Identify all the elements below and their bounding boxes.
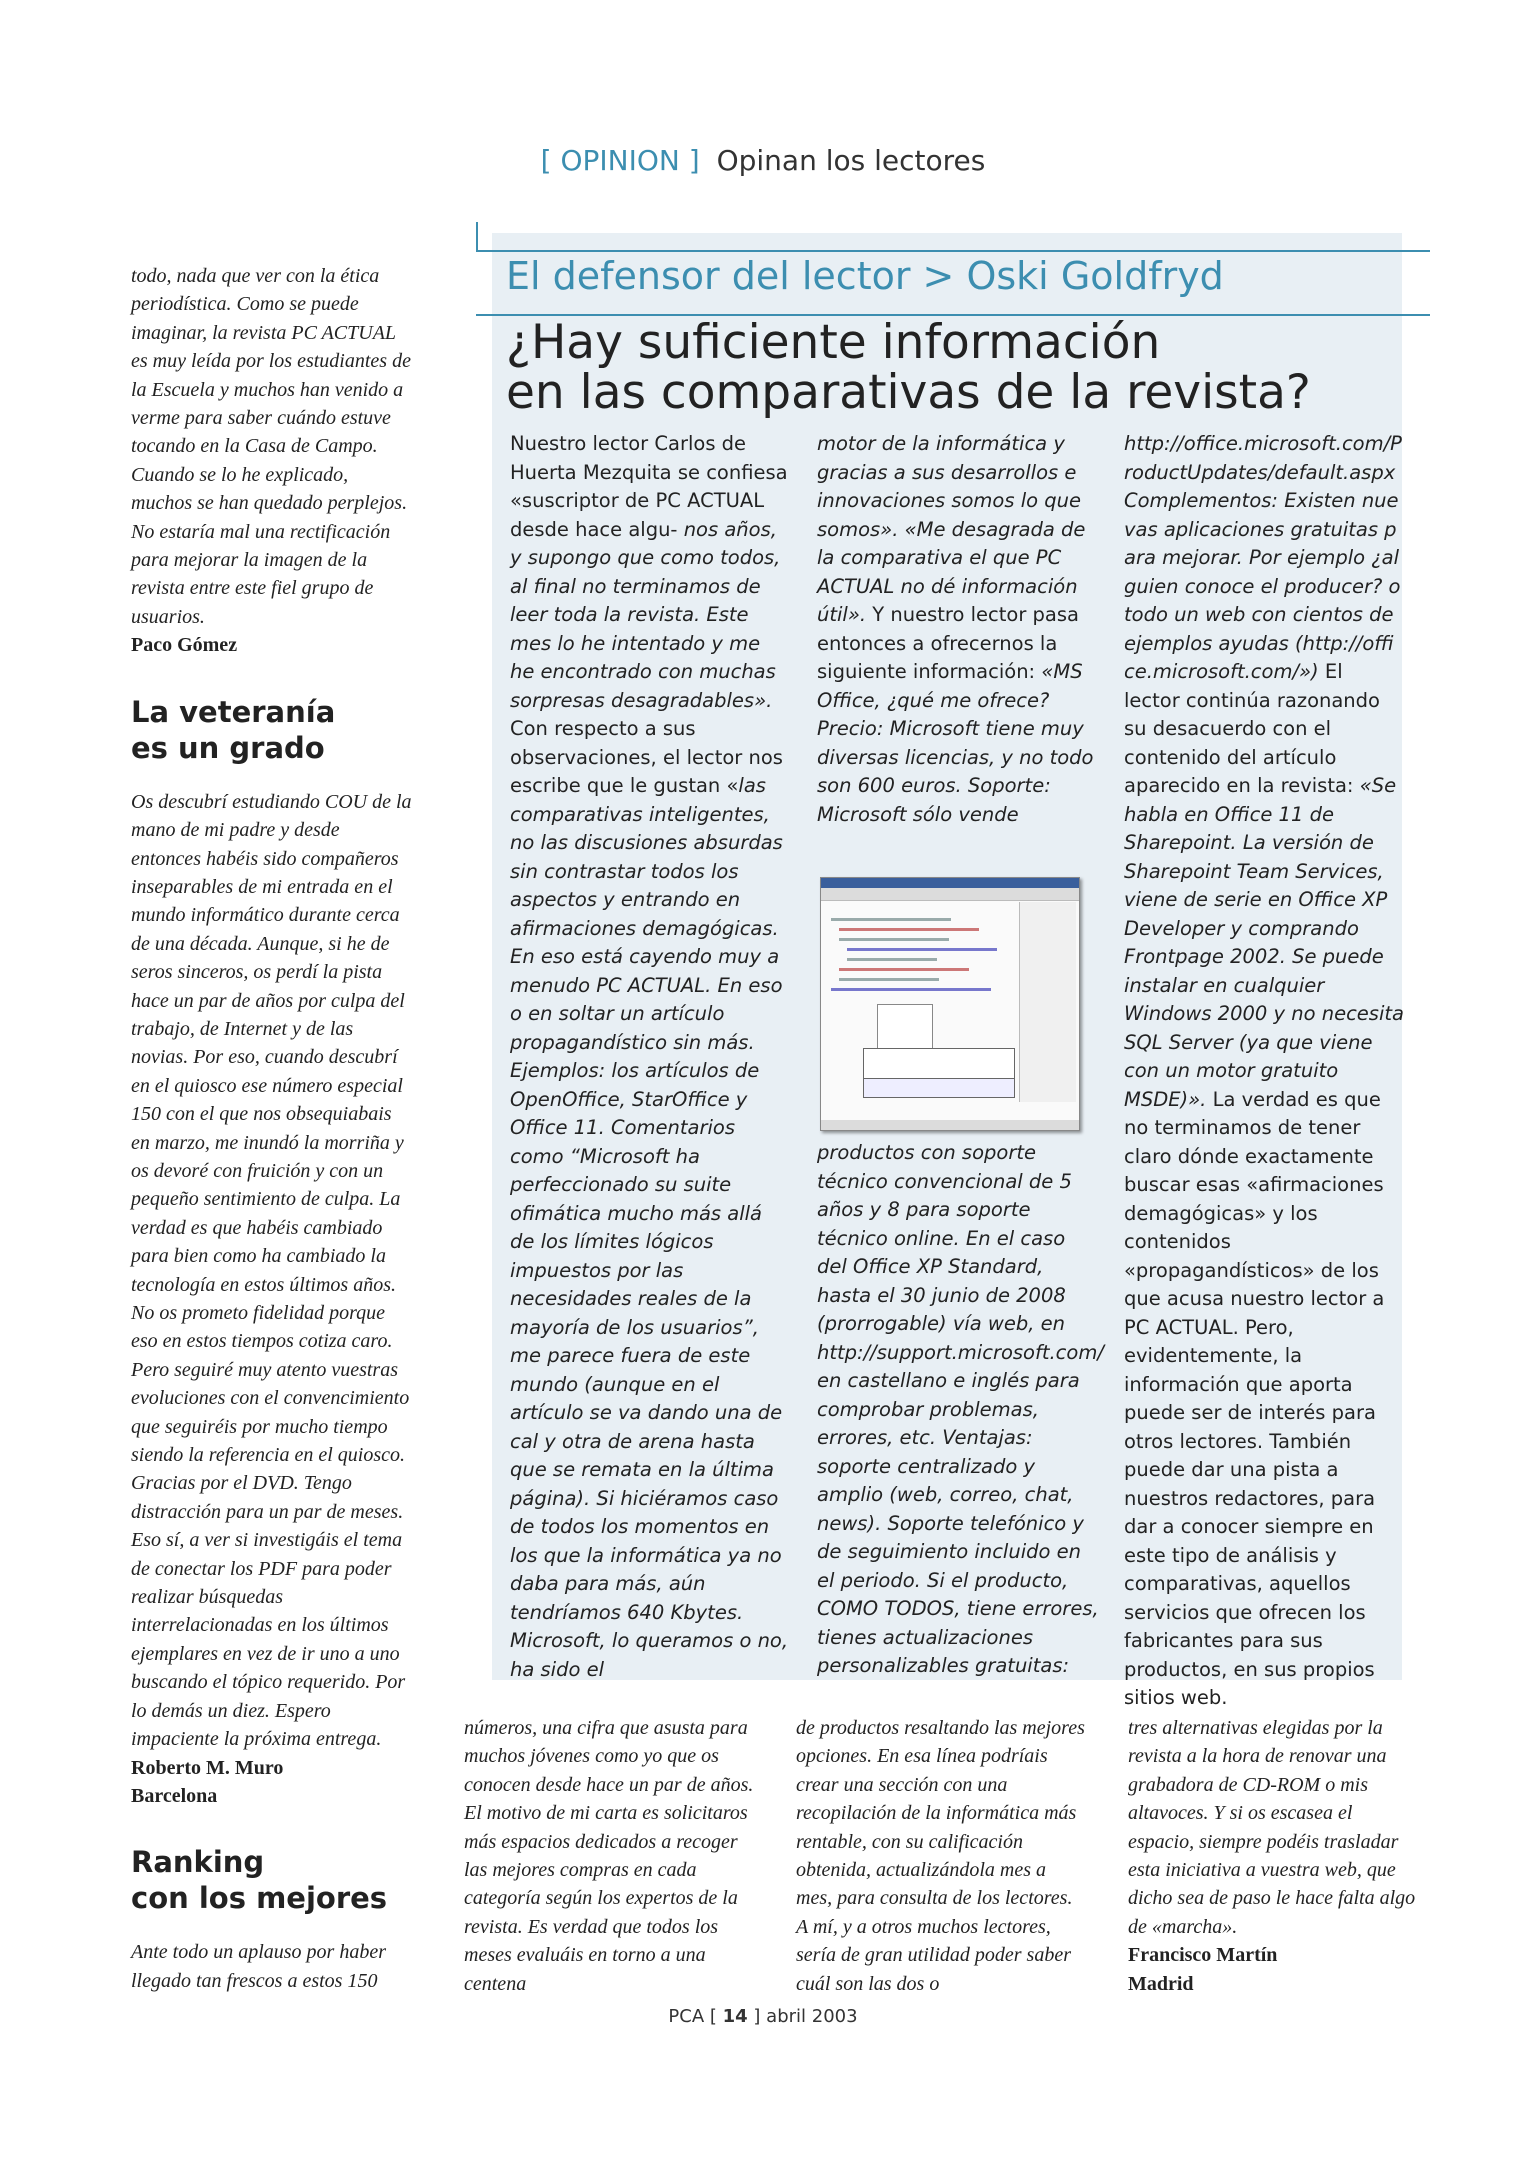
footer-date: abril 2003	[766, 2006, 858, 2027]
defensor-title: El defensor del lector > Oski Goldfryd	[506, 254, 1224, 298]
box-column-1	[510, 430, 790, 1684]
screenshot-titlebar	[821, 878, 1079, 888]
col2-quote2: «MS Office, ¿qué me ofrece? Precio: Microsoft tiene muy diversas licencias, y no todo son 600 euros. Soporte: Microsoft sólo vende	[817, 660, 1094, 826]
col3-quote1: http://office.microsoft.com/ProductUpdates/default.aspx Complementos: Existen nuevas aplicaciones gratuitas para mejorar. Por ejemplo ¿alguien conoce el producer? o todo un web con cientos de ejemplos ayudas (http://office.microsoft.com/»)	[1124, 432, 1402, 683]
box-column-2-bottom	[817, 1139, 1104, 1681]
bottom-col3-city: Madrid	[1128, 1972, 1194, 1995]
col2-mid: Y nuestro lector pasa entonces a ofrecernos la siguiente información:	[817, 603, 1079, 683]
headline-line1: ¿Hay suficiente información	[506, 315, 1161, 370]
col1-quote1: nos años, y supongo que como todos, al final no terminamos de leer toda la revista. Este mes lo he intentado y me he encontrado con muchas sorpresas desagradables».	[510, 517, 781, 712]
screenshot-code-line	[831, 988, 991, 991]
col1-intro: Nuestro lector Carlos de Huerta Mezquita se confiesa «suscriptor de PC ACTUAL desde hace algu-	[510, 432, 788, 541]
screenshot-popup	[877, 1004, 933, 1050]
box-column-2-top	[817, 430, 1099, 829]
footer-magazine: PCA	[668, 2006, 705, 2027]
col1-quote2: las comparativas inteligentes, no las discusiones absurdas sin contrastar todos los aspectos y entrando en afirmaciones demagógicas. En eso está cayendo muy a menudo PC ACTUAL. En eso o en soltar un artículo propagandístico sin más. Ejemplos: los artículos de OpenOffice, StarOffice y Office 11. Comentarios como “Microsoft ha perfeccionado su suite ofimática mucho más allá de los límites lógicos impuestos por las necesidades reales de la mayoría de los usuarios”, me parece fuera de este mundo (aunque en el artículo se va dando una de cal y otra de arena hasta que se remata en la última página). Si hiciéramos caso de todos los momentos en los que la informática ya no daba para más, aún tendríamos 640 Kbytes. Microsoft, lo queramos o no, ha sido el	[510, 774, 789, 1681]
col3-mid: El lector continúa razonando su desacuerdo con el contenido del artículo aparecido en la revista:	[1124, 660, 1380, 797]
bottom-column-2: de productos resaltando las mejores opciones. En esa línea podríais crear una sección con una recopilación de la informática más rentable, con su calificación obtenida, actualizándola mes a mes, para consulta de los lectores. A mí, y a otros muchos lectores, sería de gran utilidad poder saber cuál son las dos o	[796, 1717, 1085, 1995]
bottom-col3-text: tres alternativas elegidas por la revista a la hora de renovar una grabadora de CD-ROM o mis altavoces. Y si os escasea el espacio, siempre podéis trasladar esta iniciativa a vuestra web, que dicho sea de paso le hace falta algo de «marcha».	[1128, 1717, 1416, 1938]
section-tag: [ OPINION ]	[540, 144, 700, 177]
screenshot-code-line	[839, 938, 949, 941]
letter1-body: todo, nada que ver con la ética periodística. Como se puede imaginar, la revista PC ACTUAL es muy leída por los estudiantes de la Escuela y muchos han venido a verme para saber cuándo estuve tocando en la Casa de Campo. Cuando se lo he explicado, muchos se han quedado perplejos. No estaría mal una rectificación para mejorar la imagen de la revista entre este fiel grupo de usuarios.	[131, 265, 411, 628]
bottom-column-3	[1128, 1714, 1418, 1998]
screenshot-taskpane	[1019, 902, 1076, 1102]
left-column	[131, 262, 413, 1995]
box-accent-line	[476, 222, 478, 250]
screenshot-menubar	[821, 888, 1079, 901]
letter3-body-start: Ante todo un aplauso por haber llegado tan frescos a estos 150	[131, 1941, 386, 1992]
letter2-heading-line2: es un grado	[131, 730, 325, 765]
letter2-heading	[131, 694, 413, 766]
section-header	[0, 144, 1526, 177]
headline-line2: en las comparativas de la revista?	[506, 365, 1311, 420]
screenshot-code-line	[831, 918, 951, 921]
office-screenshot-image	[820, 877, 1080, 1131]
screenshot-statusbar	[821, 1120, 1079, 1130]
letter1-signature: Paco Gómez	[131, 634, 238, 657]
section-title: Opinan los lectores	[716, 144, 986, 177]
box-column-3	[1124, 430, 1404, 1713]
col2b-quote: productos con soporte técnico convencional de 5 años y 8 para soporte técnico online. En el caso del Office XP Standard, hasta el 30 junio de 2008 (prorrogable) vía web, en http://support.microsoft.com/ en castellano e inglés para comprobar problemas, errores, etc. Ventajas: soporte centralizado y amplio (web, correo, chat, news). Soporte telefónico y de seguimiento incluido en el periodo. Si el producto, COMO TODOS, tiene errores, tienes actualizaciones personalizables gratuitas:	[817, 1141, 1104, 1677]
screenshot-table	[863, 1048, 1015, 1080]
bottom-column-1: números, una cifra que asusta para muchos jóvenes como yo que os conocen desde hace un par de años. El motivo de mi carta es solicitaros más espacios dedicados a recoger las mejores compras en cada categoría según los expertos de la revista. Es verdad que todos los meses evaluáis en torno a una centena	[464, 1717, 754, 1995]
letter2-heading-line1: La veteranía	[131, 694, 336, 729]
col3-end: La verdad es que no terminamos de tener claro dónde exactamente buscar esas «afirmaciones demagógicas» y los contenidos «propagandísticos» de los que acusa nuestro lector a PC ACTUAL. Pero, evidentemente, la información que aporta puede ser de interés para otros lectores. También puede dar una pista a nuestros redactores, para dar a conocer siempre en este tipo de análisis y comparativas, aquellos servicios que ofrecen los fabricantes para sus productos, en sus propios sitios web.	[1124, 1087, 1385, 1709]
col2-quote1: motor de la informática y gracias a sus desarrollos e innovaciones somos lo que somos». «Me desagrada de la comparativa el que PC ACTUAL no dé información útil».	[817, 432, 1086, 626]
footer-page-number: 14	[722, 2006, 748, 2027]
letter2-signature: Roberto M. Muro	[131, 1756, 284, 1779]
page-footer: PCA [ 14 ] abril 2003	[668, 2006, 858, 2027]
col3-quote2: «Se habla en Office 11 de Sharepoint. La versión de Sharepoint Team Services, viene de serie en Office XP Developer y comprando Frontpage 2002. Se puede instalar en cualquier Windows 2000 y no necesita SQL Server (ya que viene con un motor gratuito MSDE)».	[1124, 774, 1404, 1111]
letter2-body: Os descubrí estudiando COU de la mano de mi padre y desde entonces habéis sido compañeros inseparables de mi entrada en el mundo informático durante cerca de una década. Aunque, si he de seros sinceros, os perdí la pista hace un par de años por culpa del trabajo, de Internet y de las novias. Por eso, cuando descubrí en el quiosco ese número especial 150 con el que nos obsequiabais en marzo, me inundó la morriña y os devoré con fruición y con un pequeño sentimiento de culpa. La verdad es que habéis cambiado para bien como ha cambiado la tecnología en estos últimos años. No os prometo fidelidad porque eso en estos tiempos cotiza caro. Pero seguiré muy atento vuestras evoluciones con el convencimiento que seguiréis por mucho tiempo siendo la referencia en el quiosco. Gracias por el DVD. Tengo distracción para un par de meses. Eso sí, a ver si investigáis el tema de conectar los PDF para poder realizar búsquedas interrelacionadas en los últimos ejemplares en vez de ir uno a uno buscando el tópico requerido. Por lo demás un diez. Espero impaciente la próxima entrega.	[131, 790, 412, 1751]
screenshot-table-row	[863, 1078, 1015, 1098]
screenshot-code-line	[839, 928, 979, 931]
box-top-rule	[476, 250, 1430, 252]
letter3-heading	[131, 1844, 413, 1916]
screenshot-code-line	[847, 948, 997, 951]
bottom-col3-signature: Francisco Martín	[1128, 1944, 1278, 1967]
col1-mid: Con respecto a sus observaciones, el lector nos escribe que le gustan «	[510, 717, 783, 797]
box-headline	[506, 315, 1386, 420]
screenshot-code-line	[839, 978, 939, 981]
letter3-heading-line1: Ranking	[131, 1845, 265, 1880]
screenshot-code-line	[847, 958, 937, 961]
screenshot-code-line	[839, 968, 969, 971]
letter3-heading-line2: con los mejores	[131, 1881, 388, 1916]
letter2-city: Barcelona	[131, 1784, 218, 1807]
